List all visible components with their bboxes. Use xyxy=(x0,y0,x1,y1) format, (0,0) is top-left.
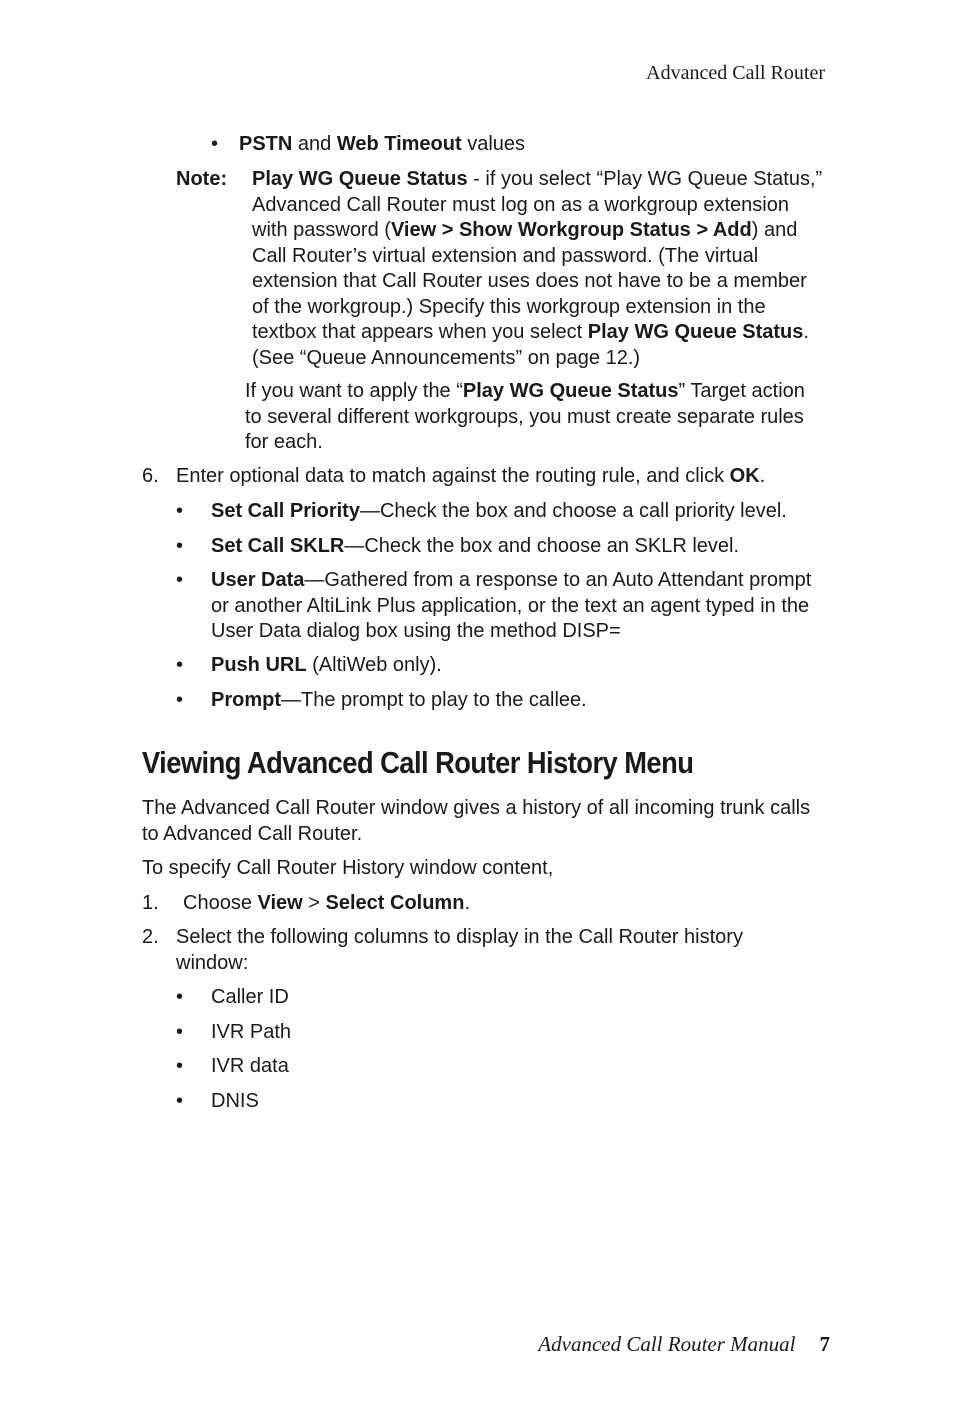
page-number: 7 xyxy=(819,1332,830,1356)
step-number: 1. xyxy=(142,892,159,914)
manual-title: Advanced Call Router Manual xyxy=(538,1332,796,1356)
bullet-marker: • xyxy=(176,1021,184,1043)
column-item: DNIS xyxy=(211,1090,259,1112)
bullet-set-call-priority: Set Call Priority—Check the box and choose a call priority level. xyxy=(211,500,787,522)
bullet-marker: • xyxy=(176,1055,184,1077)
step-number: 2. xyxy=(142,926,159,948)
column-item: Caller ID xyxy=(211,986,289,1008)
column-item: IVR data xyxy=(211,1055,289,1077)
bullet-user-data: User Data—Gathered from a response to an Auto Attendant prompt or another AltiLink Plus application, or the text an agent typed in the User Data dialog box using the method DISP= xyxy=(211,569,812,642)
column-item: IVR Path xyxy=(211,1021,292,1043)
bullet-marker: • xyxy=(176,500,184,522)
page-footer xyxy=(440,1332,830,1357)
note-paragraph-2: If you want to apply the “Play WG Queue Status” Target action to several different workgroups, you must create separate rules for each. xyxy=(245,380,805,453)
bullet-marker: • xyxy=(176,654,184,676)
bullet-pstn-web-timeout: PSTN and Web Timeout values xyxy=(239,133,526,155)
bullet-marker: • xyxy=(176,569,184,591)
step-number: 6. xyxy=(142,465,159,487)
section-intro: The Advanced Call Router window gives a history of all incoming trunk calls to Advanced Call Router. xyxy=(142,797,811,845)
step-6-text: Enter optional data to match against the routing rule, and click OK. xyxy=(176,465,766,487)
step-2-text: Select the following columns to display in the Call Router history window: xyxy=(176,926,743,974)
step-1-text: Choose View > Select Column. xyxy=(183,892,470,914)
bullet-marker: • xyxy=(176,535,184,557)
bullet-set-call-sklr: Set Call SKLR—Check the box and choose an SKLR level. xyxy=(211,535,740,557)
running-header: Advanced Call Router xyxy=(646,62,825,84)
bullet-marker: • xyxy=(176,986,184,1008)
note-label: Note: xyxy=(176,168,228,190)
note-paragraph-1: Play WG Queue Status - if you select “Play WG Queue Status,” Advanced Call Router must log on as a workgroup extension with password (View > Show Workgroup Status > Add) and Call Router’s virtual extension and password. (The virtual extension that Call Router uses does not have to be a member of the workgroup.) Specify this workgroup extension in the textbox that appears when you select Play WG Queue Status. (See “Queue Announcements” on page 12.) xyxy=(252,168,823,369)
bullet-prompt: Prompt—The prompt to play to the callee. xyxy=(211,689,587,711)
section-heading: Viewing Advanced Call Router History Menu xyxy=(142,745,694,780)
bullet-marker: • xyxy=(211,133,219,155)
section-lead: To specify Call Router History window content, xyxy=(142,857,554,879)
bullet-marker: • xyxy=(176,1090,184,1112)
bullet-push-url: Push URL (AltiWeb only). xyxy=(211,654,442,676)
bullet-marker: • xyxy=(176,689,184,711)
